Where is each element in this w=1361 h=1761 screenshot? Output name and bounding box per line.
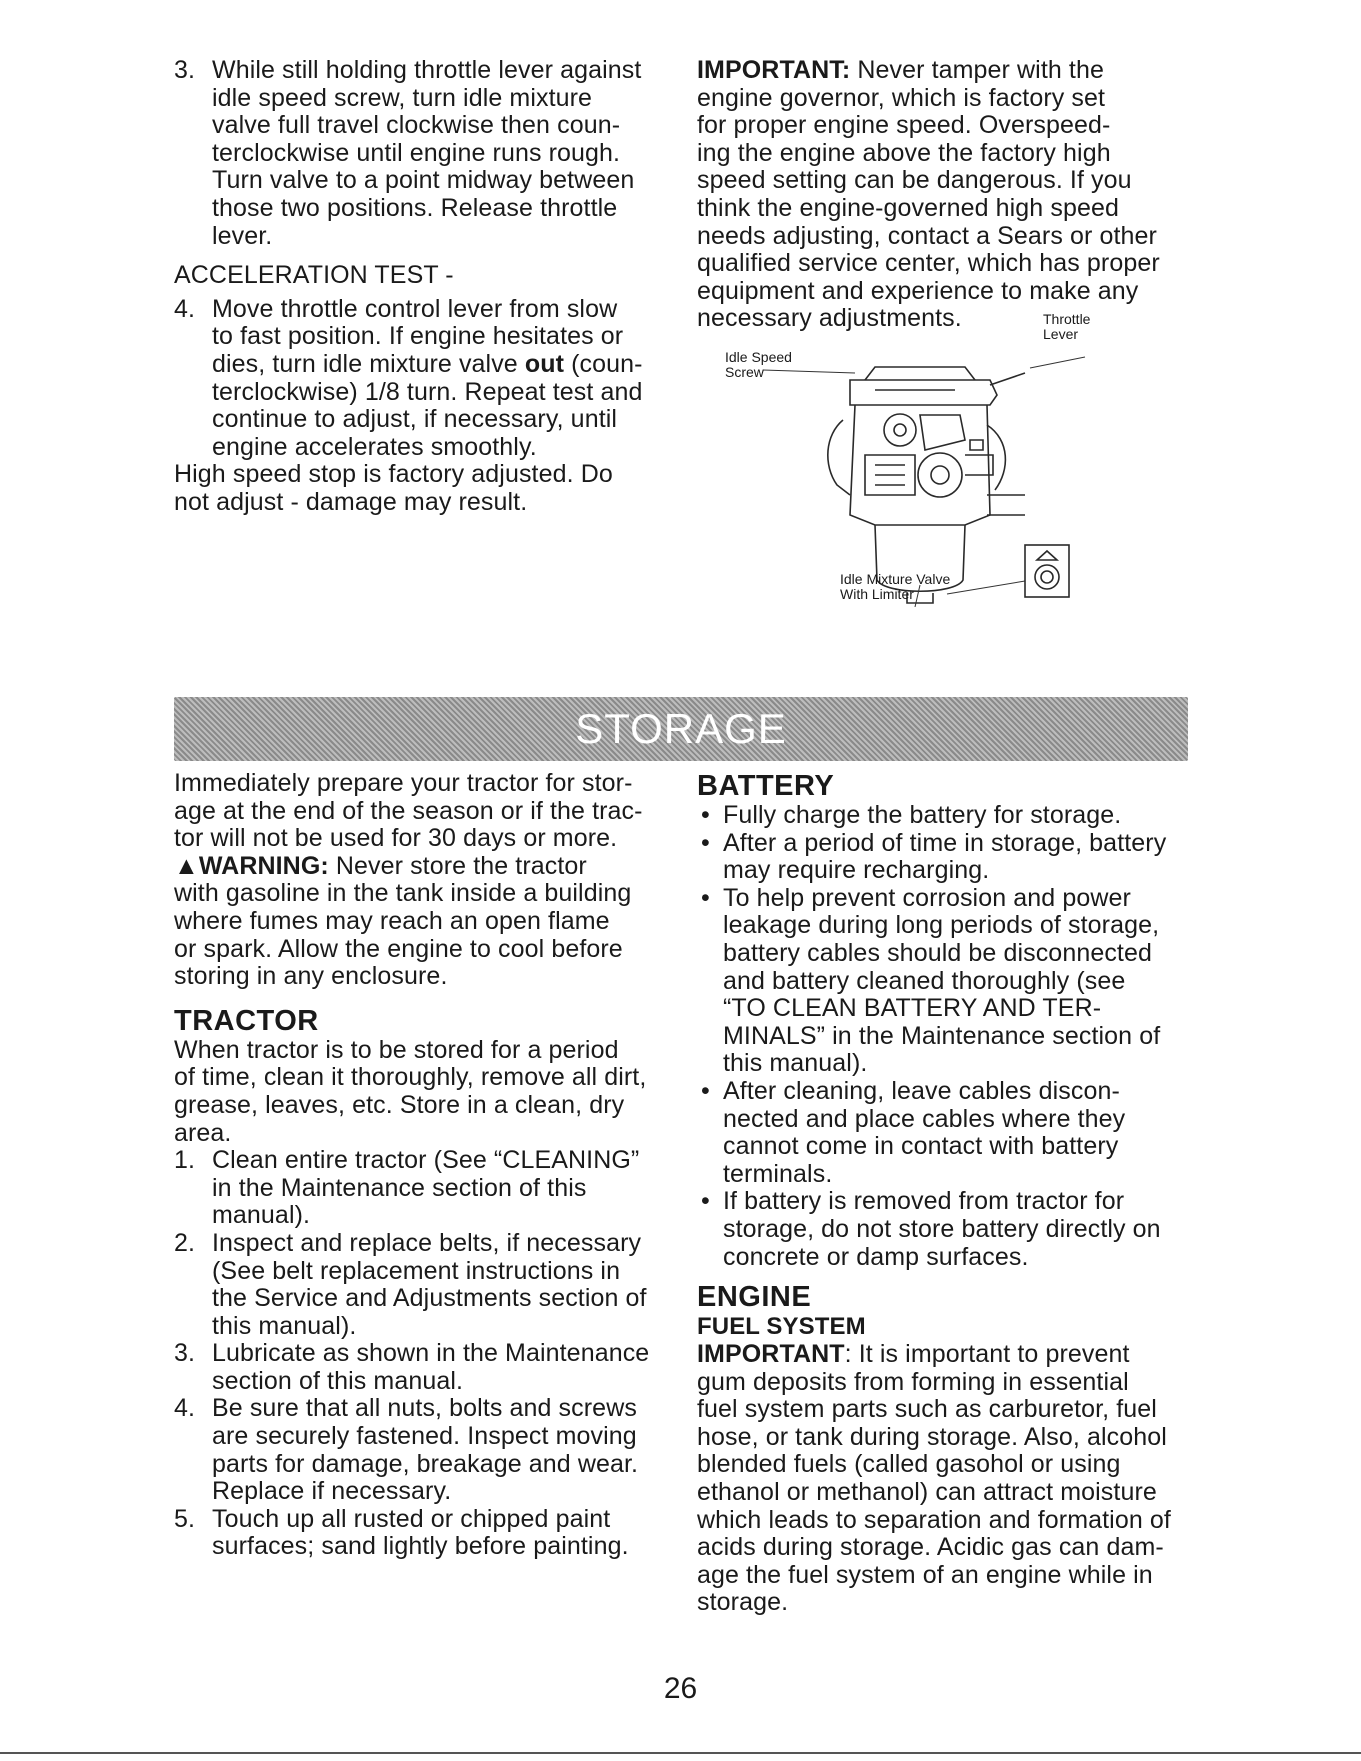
step-line: terclockwise until engine runs rough.: [212, 138, 621, 167]
bullet-line: If battery is removed from tractor for: [723, 1187, 1125, 1216]
warning-triangle-icon: ▲: [174, 851, 199, 880]
storage-left-column: [174, 770, 674, 1561]
fuel-system-heading: FUEL SYSTEM: [697, 1313, 866, 1341]
step-line: the Service and Adjustments section of: [212, 1284, 647, 1313]
bullet-line: To help prevent corrosion and power: [723, 883, 1131, 912]
step-line: Inspect and replace belts, if necessary: [212, 1228, 642, 1257]
throttle-lever-label: Throttle Lever: [1043, 311, 1091, 342]
governor-important-note: [697, 57, 1197, 333]
high-speed-note: not adjust - damage may result.: [174, 487, 528, 516]
step-line: Replace if necessary.: [212, 1477, 452, 1506]
step-line: this manual).: [212, 1311, 357, 1340]
step-number: 3.: [174, 1339, 196, 1368]
important-label: IMPORTANT:: [697, 56, 851, 84]
bullet-line: terminals.: [723, 1159, 833, 1188]
fuel-line: blended fuels (called gasohol or using: [697, 1450, 1121, 1479]
bullet-line: leakage during long periods of storage,: [723, 911, 1160, 940]
fuel-line: IMPORTANT: It is important to prevent: [697, 1340, 1130, 1369]
step-number: 5.: [174, 1504, 196, 1533]
intro-line: Immediately prepare your tractor for stor-: [174, 769, 633, 797]
note-line: equipment and experience to make any: [697, 276, 1139, 305]
important-label: IMPORTANT: [697, 1340, 845, 1369]
note-line: qualified service center, which has proper: [697, 249, 1160, 278]
warning-line: with gasoline in the tank inside a building: [174, 879, 632, 908]
battery-bullet: [697, 1188, 1197, 1271]
bullet-line: cannot come in contact with battery: [723, 1132, 1119, 1161]
step-number: 3.: [174, 56, 196, 84]
fuel-line: acids during storage. Acidic gas can dam-: [697, 1533, 1164, 1562]
step-number: 4.: [174, 1394, 196, 1423]
battery-bullet: [697, 885, 1197, 1078]
step-line: section of this manual.: [212, 1366, 464, 1395]
carburetor-drawing: [725, 345, 1105, 607]
idle-speed-screw-label: Idle Speed Screw: [725, 349, 792, 380]
step-line: Move throttle control lever from slow: [212, 294, 618, 323]
storage-step-4: [174, 1395, 674, 1505]
bullet-line: nected and place cables where they: [723, 1104, 1126, 1133]
step-line: engine accelerates smoothly.: [212, 432, 537, 461]
step-line: lever.: [212, 221, 273, 250]
step-line: idle speed screw, turn idle mixture: [212, 83, 593, 112]
step-line: Lubricate as shown in the Maintenance: [212, 1339, 650, 1368]
note-line: for proper engine speed. Overspeed-: [697, 111, 1111, 140]
idle-mixture-valve-label: Idle Mixture Valve With Limiter: [840, 571, 951, 602]
step-line: Be sure that all nuts, bolts and screws: [212, 1394, 637, 1423]
warning-line: or spark. Allow the engine to cool before: [174, 934, 623, 963]
step-line: are securely fastened. Inspect moving: [212, 1422, 637, 1451]
acceleration-test-heading: ACCELERATION TEST -: [174, 261, 454, 290]
bullet-line: After cleaning, leave cables discon-: [723, 1076, 1120, 1105]
note-line: speed setting can be dangerous. If you: [697, 166, 1132, 195]
note-line: IMPORTANT: Never tamper with the: [697, 56, 1104, 84]
step-line: (See belt replacement instructions in: [212, 1256, 621, 1285]
step-line: to fast position. If engine hesitates or: [212, 322, 624, 351]
step-line: manual).: [212, 1201, 311, 1230]
bullet-line: and battery cleaned thoroughly (see: [723, 966, 1126, 995]
step-line: valve full travel clockwise then coun-: [212, 111, 621, 140]
bullet-line: storage, do not store battery directly on: [723, 1214, 1161, 1243]
step-line: While still holding throttle lever against: [212, 56, 642, 84]
fuel-line: which leads to separation and formation of: [697, 1505, 1171, 1534]
fuel-line: storage.: [697, 1588, 789, 1617]
storage-step-1: [174, 1147, 674, 1230]
bullet-line: Fully charge the battery for storage.: [723, 801, 1122, 829]
bullet-line: “TO CLEAN BATTERY AND TER-: [723, 994, 1102, 1023]
bottom-rule: [0, 1752, 1361, 1754]
bullet-line: this manual).: [723, 1049, 868, 1078]
warning-line: storing in any enclosure.: [174, 962, 448, 991]
tractor-line: area.: [174, 1118, 232, 1147]
storage-section-banner: [174, 697, 1188, 761]
note-line: ing the engine above the factory high: [697, 138, 1111, 167]
step-line: Touch up all rusted or chipped paint: [212, 1504, 611, 1533]
storage-right-column: [697, 770, 1197, 1617]
note-line: needs adjusting, contact a Sears or other: [697, 221, 1157, 250]
step-line: surfaces; sand lightly before painting.: [212, 1532, 629, 1561]
step-line: Clean entire tractor (See “CLEANING”: [212, 1146, 640, 1175]
tractor-heading: TRACTOR: [174, 1004, 319, 1037]
intro-line: age at the end of the season or if the trac-: [174, 796, 643, 825]
storage-step-5: [174, 1506, 674, 1561]
step-line: in the Maintenance section of this: [212, 1173, 587, 1202]
step-number: 4.: [174, 294, 196, 323]
step-line: parts for damage, breakage and wear.: [212, 1449, 639, 1478]
storage-step-3: [174, 1340, 674, 1395]
page-number: 26: [663, 1672, 698, 1705]
bullet-icon: •: [701, 828, 710, 857]
step-line: dies, turn idle mixture valve out (coun-: [212, 349, 643, 378]
fuel-line: fuel system parts such as carburetor, fuel: [697, 1395, 1157, 1424]
banner-title: STORAGE: [575, 705, 787, 752]
bullet-icon: •: [701, 883, 710, 912]
fuel-line: ethanol or methanol) can attract moisture: [697, 1478, 1157, 1507]
bullet-icon: •: [701, 801, 710, 829]
intro-line: tor will not be used for 30 days or more.: [174, 824, 618, 853]
warning-line: where fumes may reach an open flame: [174, 906, 610, 935]
step-line: those two positions. Release throttle: [212, 193, 618, 222]
high-speed-note: High speed stop is factory adjusted. Do: [174, 460, 613, 489]
tractor-line: of time, clean it thoroughly, remove all dirt,: [174, 1063, 647, 1092]
tractor-line: grease, leaves, etc. Store in a clean, dry: [174, 1090, 625, 1119]
bullet-line: MINALS” in the Maintenance section of: [723, 1021, 1161, 1050]
engine-heading: ENGINE: [697, 1281, 812, 1314]
step-4: [174, 296, 674, 462]
carburetor-adjustment-steps: [174, 57, 674, 517]
bullet-icon: •: [701, 1076, 710, 1105]
warning-label: WARNING:: [198, 851, 329, 880]
step-line: Turn valve to a point midway between: [212, 166, 635, 195]
warning-line: ▲WARNING: Never store the tractor: [174, 851, 587, 880]
step-number: 2.: [174, 1228, 196, 1257]
battery-bullet: [697, 830, 1197, 885]
storage-step-2: [174, 1230, 674, 1340]
battery-bullet: [697, 802, 1197, 830]
step-line: terclockwise) 1/8 turn. Repeat test and: [212, 377, 643, 406]
fuel-line: age the fuel system of an engine while in: [697, 1560, 1153, 1589]
step-3: [174, 57, 674, 250]
bullet-line: concrete or damp surfaces.: [723, 1242, 1029, 1271]
step-line: continue to adjust, if necessary, until: [212, 405, 618, 434]
battery-heading: BATTERY: [697, 770, 835, 802]
bullet-line: After a period of time in storage, battery: [723, 828, 1167, 857]
note-line: engine governor, which is factory set: [697, 83, 1106, 112]
battery-bullet: [697, 1078, 1197, 1188]
note-line: necessary adjustments.: [697, 304, 962, 333]
bullet-line: battery cables should be disconnected: [723, 938, 1152, 967]
tractor-line: When tractor is to be stored for a period: [174, 1035, 619, 1064]
fuel-line: gum deposits from forming in essential: [697, 1367, 1129, 1396]
note-line: think the engine-governed high speed: [697, 193, 1119, 222]
bullet-icon: •: [701, 1187, 710, 1216]
fuel-line: hose, or tank during storage. Also, alcohol: [697, 1422, 1167, 1451]
emphasis-out: out: [524, 349, 565, 378]
step-number: 1.: [174, 1146, 196, 1175]
bullet-line: may require recharging.: [723, 856, 990, 885]
